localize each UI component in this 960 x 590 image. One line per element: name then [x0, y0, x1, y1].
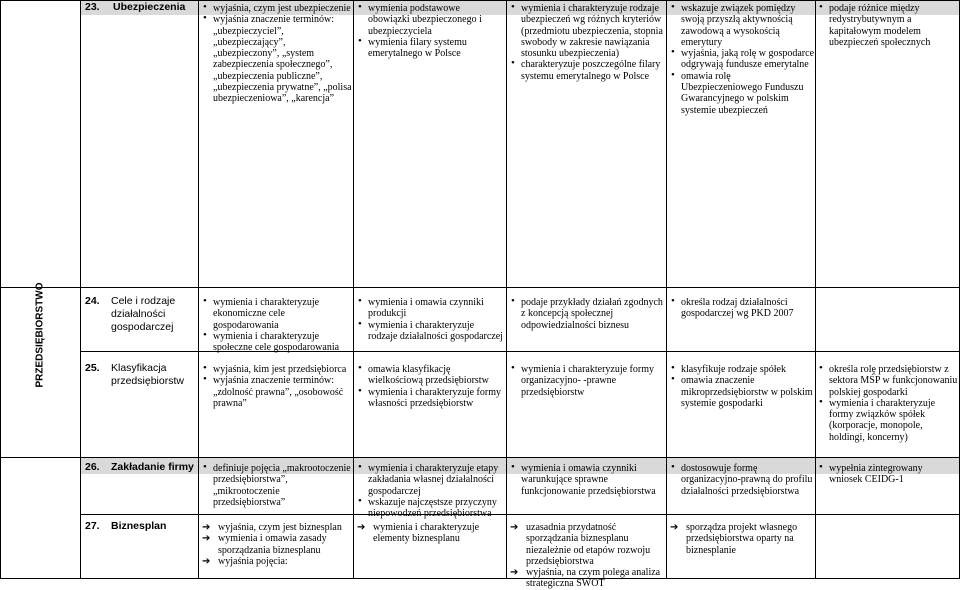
row-topic: Cele i rodzaje działalności gospodarczej: [111, 295, 176, 333]
row-number: 23.: [85, 1, 100, 13]
grid-line: [81, 514, 960, 515]
list-item: • omawia rolę Ubezpieczeniowego Funduszu Gwarancyjnego w polskim systemie ubezpieczeń: [670, 71, 814, 116]
list-item: • charakteryzuje poszczególne filary systemu emerytalnego w Polsce: [510, 59, 664, 82]
row-topic: Biznesplan: [111, 520, 167, 532]
list-item: • wypełnia zintegrowany wniosek CEIDG-1: [818, 463, 958, 486]
list-item: ➔ wyjaśnia pojęcia:: [202, 556, 352, 567]
requirements-cell: [202, 3, 352, 105]
requirements-cell: [202, 364, 352, 409]
list-item: • wymienia i charakteryzuje społeczne cele gospodarowania: [202, 331, 352, 354]
requirements-cell: [670, 463, 814, 497]
requirements-cell: [202, 297, 352, 353]
grid-line: [0, 457, 960, 458]
list-item: • wymienia i omawia czynniki warunkujące sprawne funkcjonowanie przedsiębiorstwa: [510, 463, 664, 497]
list-item: • wyjaśnia znaczenie terminów: „ubezpieczyciel”, „ubezpieczający”, „ubezpieczony”, „system zabezpieczenia społecznego”, „ubezpieczenia publiczne”, „ubezpieczenia prywatne”, „polisa ubezpieczeniowa”, „karencja”: [202, 14, 352, 104]
list-item: ➔ wyjaśnia, czym jest biznesplan: [202, 522, 352, 533]
list-item: • podaje przykłady działań zgodnych z koncepcją społecznej odpowiedzialności biznesu: [510, 297, 664, 331]
list-item: • określa rodzaj działalności gospodarczej wg PKD 2007: [670, 297, 814, 320]
list-item: • określa rolę przedsiębiorstw z sektora MŚP w funkcjonowaniu polskiej gospodarki: [818, 364, 958, 398]
grid-line: [0, 578, 960, 579]
grid-line: [0, 0, 1, 579]
list-item: • wyjaśnia, czym jest ubezpieczenie: [202, 3, 352, 14]
list-item: • omawia znaczenie mikroprzedsiębiorstw w polskim systemie gospodarki: [670, 375, 814, 409]
grid-line: [815, 0, 816, 579]
list-item: ➔ wymienia i omawia zasady sporządzania biznesplanu: [202, 533, 352, 556]
requirements-cell: [670, 297, 814, 320]
grid-line: [666, 0, 667, 579]
grid-line: [506, 0, 507, 579]
list-item: • wymienia podstawowe obowiązki ubezpieczonego i ubezpieczyciela: [357, 3, 503, 37]
row-number: 27.: [85, 520, 100, 532]
requirements-cell: [510, 522, 664, 590]
grid-line: [198, 0, 199, 579]
requirements-cell: [670, 364, 814, 409]
row-number: 25.: [85, 362, 100, 374]
requirements-cell: [818, 3, 958, 48]
list-item: • wyjaśnia, jaką rolę w gospodarce odgrywają fundusze emerytalne: [670, 48, 814, 71]
list-item: • wskazuje najczęstsze przyczyny niepowodzeń przedsiębiorstwa: [357, 497, 503, 520]
list-item: • wskazuje związek pomiędzy swoją przyszłą aktywnością zawodową a wysokością emerytury: [670, 3, 814, 48]
requirements-cell: [670, 3, 814, 116]
row-number: 24.: [85, 295, 100, 307]
list-item: • klasyfikuje rodzaje spółek: [670, 364, 814, 375]
requirements-cell: [510, 3, 664, 82]
grid-line: [80, 0, 81, 579]
list-item: • definiuje pojęcia „makrootoczenie przedsiębiorstwa”, „mikrootoczenie przedsiębiorstwa”: [202, 463, 352, 508]
requirements-cell: [670, 522, 814, 556]
requirements-cell: [510, 297, 664, 331]
list-item: ➔ sporządza projekt własnego przedsiębiorstwa oparty na biznesplanie: [670, 522, 814, 556]
requirements-cell: [357, 3, 503, 59]
list-item: • wyjaśnia znaczenie terminów: „zdolność prawna”, „osobowość prawna”: [202, 375, 352, 409]
list-item: • wymienia filary systemu emerytalnego w Polsce: [357, 37, 503, 60]
requirements-cell: [818, 463, 958, 486]
list-item: • wymienia i charakteryzuje rodzaje działalności gospodarczej: [357, 320, 503, 343]
requirements-cell: [357, 522, 503, 545]
list-item: • dostosowuje formę organizacyjno-prawną do profilu działalności przedsiębiorstwa: [670, 463, 814, 497]
list-item: • wymienia i charakteryzuje ekonomiczne cele gospodarowania: [202, 297, 352, 331]
list-item: • podaje różnice między redystrybutywnym a kapitałowym modelem ubezpieczeń społecznych: [818, 3, 958, 48]
requirements-cell: [202, 463, 352, 508]
requirements-cell: [818, 364, 958, 443]
list-item: ➔ wyjaśnia, na czym polega analiza strategiczna SWOT: [510, 567, 664, 590]
list-item: • wymienia i charakteryzuje rodzaje ubezpieczeń wg różnych kryteriów (przedmiotu ubezpieczenia, stopnia swobody w zakresie nawiązania stosunku ubezpieczenia): [510, 3, 664, 59]
list-item: • wymienia i charakteryzuje formy związków spółek (korporacje, monopole, holdingi, koncerny): [818, 398, 958, 443]
list-item: • wyjaśnia, kim jest przedsiębiorca: [202, 364, 352, 375]
row-number: 26.: [85, 461, 100, 473]
list-item: • omawia klasyfikację wielkościową przedsiębiorstw: [357, 364, 503, 387]
requirements-cell: [357, 297, 503, 342]
requirements-cell: [202, 522, 352, 578]
list-item: • wymienia i charakteryzuje formy organizacyjno- -prawne przedsiębiorstw: [510, 364, 664, 398]
grid-line: [353, 0, 354, 579]
list-item: • wymienia i charakteryzuje formy własności przedsiębiorstw: [357, 387, 503, 410]
row-topic: Ubezpieczenia: [113, 1, 186, 13]
list-item: ➔ wymienia i charakteryzuje elementy biznesplanu: [357, 522, 503, 545]
section-label: PRZEDSIĘBIORSTWO: [34, 282, 46, 388]
requirements-cell: [357, 463, 503, 519]
requirements-cell: [510, 364, 664, 398]
requirements-cell: [357, 364, 503, 409]
list-item: • wymienia i omawia czynniki produkcji: [357, 297, 503, 320]
list-item: ➔ uzasadnia przydatność sporządzania biznesplanu niezależnie od etapów rozwoju przedsiębiorstwa: [510, 522, 664, 567]
list-item: • wymienia i charakteryzuje etapy zakładania własnej działalności gospodarczej: [357, 463, 503, 497]
grid-line: [0, 287, 960, 288]
row-topic: Zakładanie firmy: [111, 461, 194, 473]
requirements-cell: [510, 463, 664, 497]
row-topic: Klasyfikacja przedsiębiorstw: [111, 362, 184, 387]
